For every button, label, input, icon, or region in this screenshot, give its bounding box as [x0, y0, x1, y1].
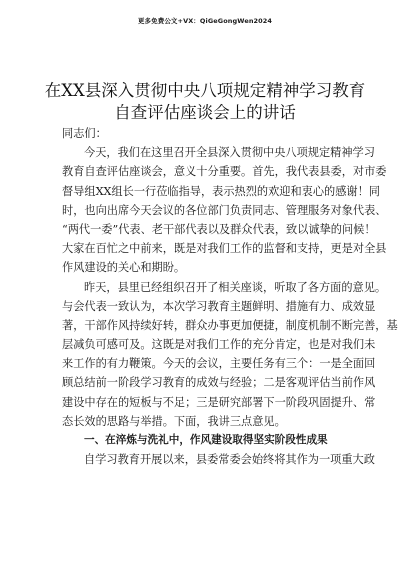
- speech-body: [62, 124, 398, 469]
- paragraph-1-line: 作风建设的关心和期盼。: [62, 261, 186, 275]
- title-line-2: 自查评估座谈会上的讲话: [114, 103, 296, 122]
- paragraph-1-line: 教育自查评估座谈会，意义十分重要。首先，我代表县委，对市委: [62, 165, 387, 179]
- paragraph-2-line: 与会代表一致认为，本次学习教育主题鲜明、措施有力、成效显: [62, 299, 376, 313]
- paragraph-1-line: “两代一委”代表、老干部代表以及群众代表，致以诚挚的问候！: [62, 222, 376, 236]
- paragraph-2-line: 态长效的思路与举措。下面，我讲三点意见。: [62, 414, 286, 428]
- section-heading: 一、在淬炼与洗礼中，作风建设取得坚实阶段性成果: [84, 434, 328, 446]
- paragraph-1-line: 督导组XX组长一行莅临指导，表示热烈的欢迎和衷心的感谢！同: [62, 184, 380, 198]
- paragraph-1-line: 大家在百忙之中前来，既是对我们工作的监督和支持，更是对全县: [62, 242, 387, 256]
- salutation: 同志们：: [62, 127, 107, 140]
- paragraph-2-line: 顾总结前一阶段学习教育的成效与经验；二是客观评估当前作风: [62, 376, 376, 390]
- header-note: 更多免费公文+VX：QiGeGongWen2024: [137, 17, 273, 25]
- title-line-1: 在XX县深入贯彻中央八项规定精神学习教育: [44, 81, 366, 100]
- paragraph-2-line: 建设中存在的短板与不足；三是研究部署下一阶段巩固提升、常: [62, 395, 376, 409]
- document-title: [40, 80, 370, 124]
- paragraph-2-line: 昨天，县里已经组织召开了相关座谈，听取了各方面的意见。: [84, 280, 387, 294]
- paragraph-2-line: 来工作的有力鞭策。今天的会议，主要任务有三个：一是全面回: [62, 357, 376, 371]
- paragraph-1-line: 今天，我们在这里召开全县深入贯彻中央八项规定精神学习: [84, 146, 375, 160]
- paragraph-2-line: 层减负可感可及。这既是对我们工作的充分肯定，也是对我们未: [62, 338, 376, 352]
- paragraph-1-line: 时，也向出席今天会议的各位部门负责同志、管理服务对象代表、: [62, 203, 387, 217]
- paragraph-3-line: 自学习教育开展以来，县委常委会始终将其作为一项重大政: [84, 453, 375, 467]
- paragraph-2-line: 著，干部作风持续好转，群众办事更加便捷，制度机制不断完善，基: [62, 318, 398, 332]
